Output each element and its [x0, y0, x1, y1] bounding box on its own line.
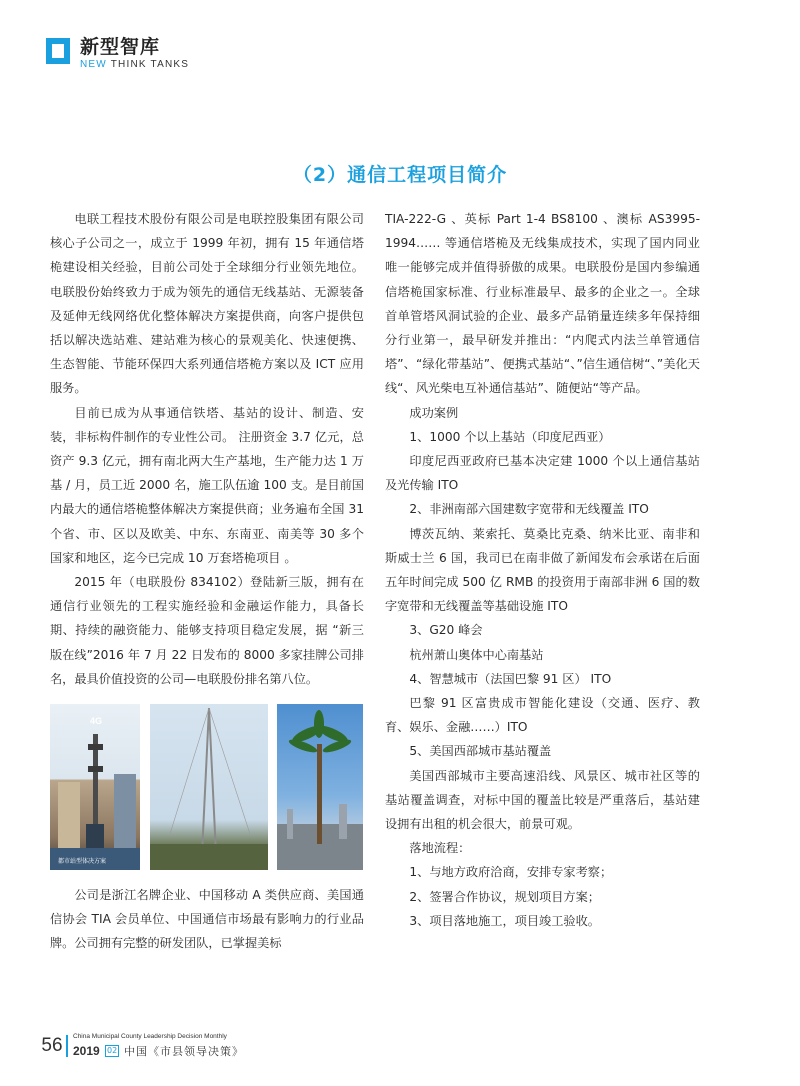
- paragraph: 3、G20 峰会: [409, 623, 483, 638]
- subtitle-rest: THINK TANKS: [106, 59, 190, 70]
- badge-4g: 4G: [90, 716, 103, 726]
- palm-tower-icon: [277, 704, 363, 870]
- paragraph: 3、项目落地施工，项目竣工验收。: [409, 913, 600, 928]
- subtitle-new: NEW: [80, 59, 107, 70]
- paragraph: 2、签署合作协议，规划项目方案；: [409, 889, 600, 904]
- column-title: 新型智库: [80, 36, 161, 58]
- left-column-bottom: [50, 883, 364, 956]
- paragraph: 博茨瓦纳、莱索托、莫桑比克桑、纳米比亚、南非和斯威士兰 6 国，我司已在南非做了新闻发布会承诺在后面五年时间完成 500 亿 RMB 的投资用于南部非洲 6 国的数字宽带和无线覆盖等基础设施 ITO: [385, 526, 700, 614]
- paragraph: 目前已成为从事通信铁塔、基站的设计、制造、安装，非标构件制作的专业性公司。 注册资金 3.7 亿元，总资产 9.3 亿元，拥有南北两大生产基地，生产能力达 1 万基 / 月，员工近 2000 名，施工队伍逾 100 支。是目前国内最大的通信塔桅整体解决方案提供商；业务遍布全国 31 个省、市、区以及欧美、中东、东南亚、南美等 30 多个国家和地区，迄今已完成 10 万套塔桅项目 。: [50, 405, 364, 565]
- paragraph: 落地流程：: [409, 841, 471, 856]
- square-frame-logo-icon: [46, 38, 70, 64]
- paragraph: 成功案例: [409, 405, 459, 420]
- photo-palm-tree-tower: [277, 704, 363, 870]
- paragraph: 电联工程技术股份有限公司是电联控股集团有限公司核心子公司之一，成立于 1999 年初，拥有 15 年通信塔桅建设相关经验，目前公司处于全球细分行业领先地位。电联股份始终致力于成为领先的通信无线基站、无源装备及延伸无线网络优化整体解决方案提供商，向客户提供包括以解决选站难、建站难为核心的景观美化、快速便携、生态智能、节能环保四大系列通信塔桅方案以及 ICT 应用服务。: [50, 212, 364, 396]
- paragraph: TIA-222-G 、英标 Part 1-4 BS8100 、澳标 AS3995-1994…… 等通信塔桅及无线集成技术，实现了国内同业唯一能够完成并值得骄傲的成果。电联股份是国内参编通信塔桅国家标准、行业标准最早、最多的企业之一。全球首单管塔风洞试验的企业、最多产品销量连续多年保持细分行业第一，最早研发并推出：“内爬式内法兰单管通信塔”、“绿化带基站”、便携式基站“、”信生通信树“、”美化天线“、风光柴电互补通信基站”、随便站“等产品。: [385, 212, 700, 396]
- paragraph: 公司是浙江名牌企业、中国移动 A 类供应商、美国通信协会 TIA 会员单位、中国通信市场最有影响力的行业品牌。公司拥有完整的研发团队，已掌握美标: [50, 888, 364, 951]
- right-column: [385, 207, 700, 933]
- paragraph: 印度尼西亚政府已基本决定建 1000 个以上通信基站及光传输 ITO: [385, 454, 700, 493]
- paragraph: 1、1000 个以上基站（印度尼西亚）: [409, 429, 611, 444]
- photo-urban-base-station: [50, 704, 140, 870]
- page-number: 56: [41, 1035, 68, 1057]
- paragraph: 2015 年（电联股份 834102）登陆新三版，拥有在通信行业领先的工程实施经验和金融运作能力，具备长期、持续的融资能力、能够支持项目稳定发展，据 “新三版在线”2016 年 7 月 22 日发布的 8000 多家挂牌公司排名，最具价值投资的公司—电联股份排名第八位。: [50, 575, 364, 686]
- paragraph: 2、非洲南部六国建数字宽带和无线覆盖 ITO: [409, 502, 649, 517]
- paragraph: 5、美国西部城市基站覆盖: [409, 744, 552, 759]
- issue-year: 2019: [73, 1044, 100, 1058]
- magazine-english-name: China Municipal County Leadership Decision Monthly: [73, 1033, 227, 1040]
- tower-illustration-icon: [50, 704, 140, 870]
- paragraph: 巴黎 91 区富贵成市智能化建设（交通、医疗、教育、娱乐、金融……）ITO: [385, 696, 700, 735]
- lattice-tower-icon: [150, 704, 268, 870]
- column-subtitle: [80, 59, 189, 70]
- paragraph: 杭州萧山奥体中心南基站: [409, 647, 544, 662]
- issue-number: 02: [107, 1046, 118, 1055]
- section-title: （2）通信工程项目简介: [292, 164, 508, 186]
- photo-lattice-tower: [150, 704, 268, 870]
- paragraph: 4、智慧城市（法国巴黎 91 区） ITO: [409, 671, 612, 686]
- photo-caption: 都市站型体决方案: [58, 858, 107, 865]
- paragraph: 美国西部城市主要高速沿线、风景区、城市社区等的基站覆盖调查，对标中国的覆盖比较是严重落后，基站建设拥有出租的机会很大，前景可观。: [385, 768, 700, 832]
- magazine-name: 中国《市县领导决策》: [124, 1045, 244, 1058]
- left-column-top: [50, 207, 364, 691]
- paragraph: 1、与地方政府洽商，安排专家考察；: [409, 865, 613, 880]
